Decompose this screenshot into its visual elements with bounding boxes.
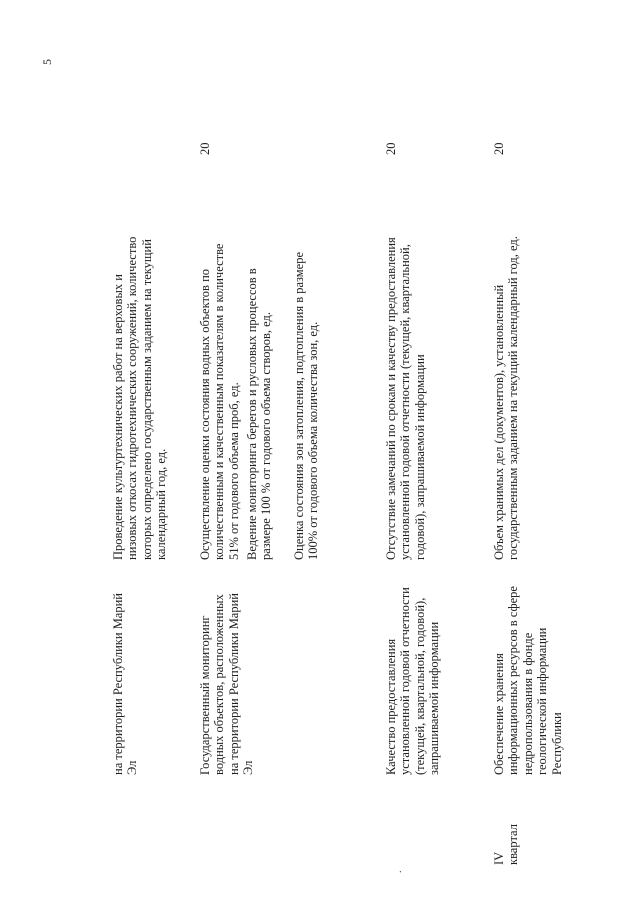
row-3-description: Отсутствие замечаний по срокам и качеству предоставления установленной годовой отчетности (текущей, квартальной, годовой), запрашиваемой информации	[384, 237, 427, 560]
row-1-description: Проведение культуртехнических работ на верховых и низовых откосах гидротехнических сооружений, количество которых определено государственным заданием на текущий календарный год, ед.	[111, 236, 169, 560]
page-number: 5	[40, 59, 54, 65]
row-2-description-1: Осуществление оценки состояния водных объектов по количественным и качественным показателям в количестве 51% от годового объема проб, ед.	[198, 243, 241, 560]
row-2-description-3: Оценка состояния зон затопления, подтопления в размере 100% от годового объема количества зон, ед.	[292, 251, 321, 560]
row-4-value: 20	[492, 142, 506, 155]
row-4-quarter: IV квартал	[492, 824, 521, 865]
row-4-description: Объем хранимых дел (документов), установленный государственным заданием на текущий календарный год, ед.	[492, 236, 521, 560]
row-2-value: 20	[198, 142, 212, 155]
row-3-value: 20	[384, 142, 398, 155]
row-2-activity: Государственный мониторинг водных объектов, расположенных на территории Республики Марий Эл	[198, 593, 256, 775]
row-4-activity: Обеспечение хранения информационных ресурсов в сфере недропользования в фонде геологической информации Республики	[492, 586, 564, 775]
margin-mark: .	[393, 870, 404, 873]
row-2-description-2: Ведение мониторинга берегов и русловых процессов в размере 100 % от годового объема створов, ед.	[245, 268, 274, 560]
row-3-activity: Качество предоставления установленной годовой отчетности (текущей, квартальной, годовой), запрашиваемой информации	[384, 587, 442, 775]
row-1-activity: на территории Республики Марий Эл	[111, 593, 140, 775]
